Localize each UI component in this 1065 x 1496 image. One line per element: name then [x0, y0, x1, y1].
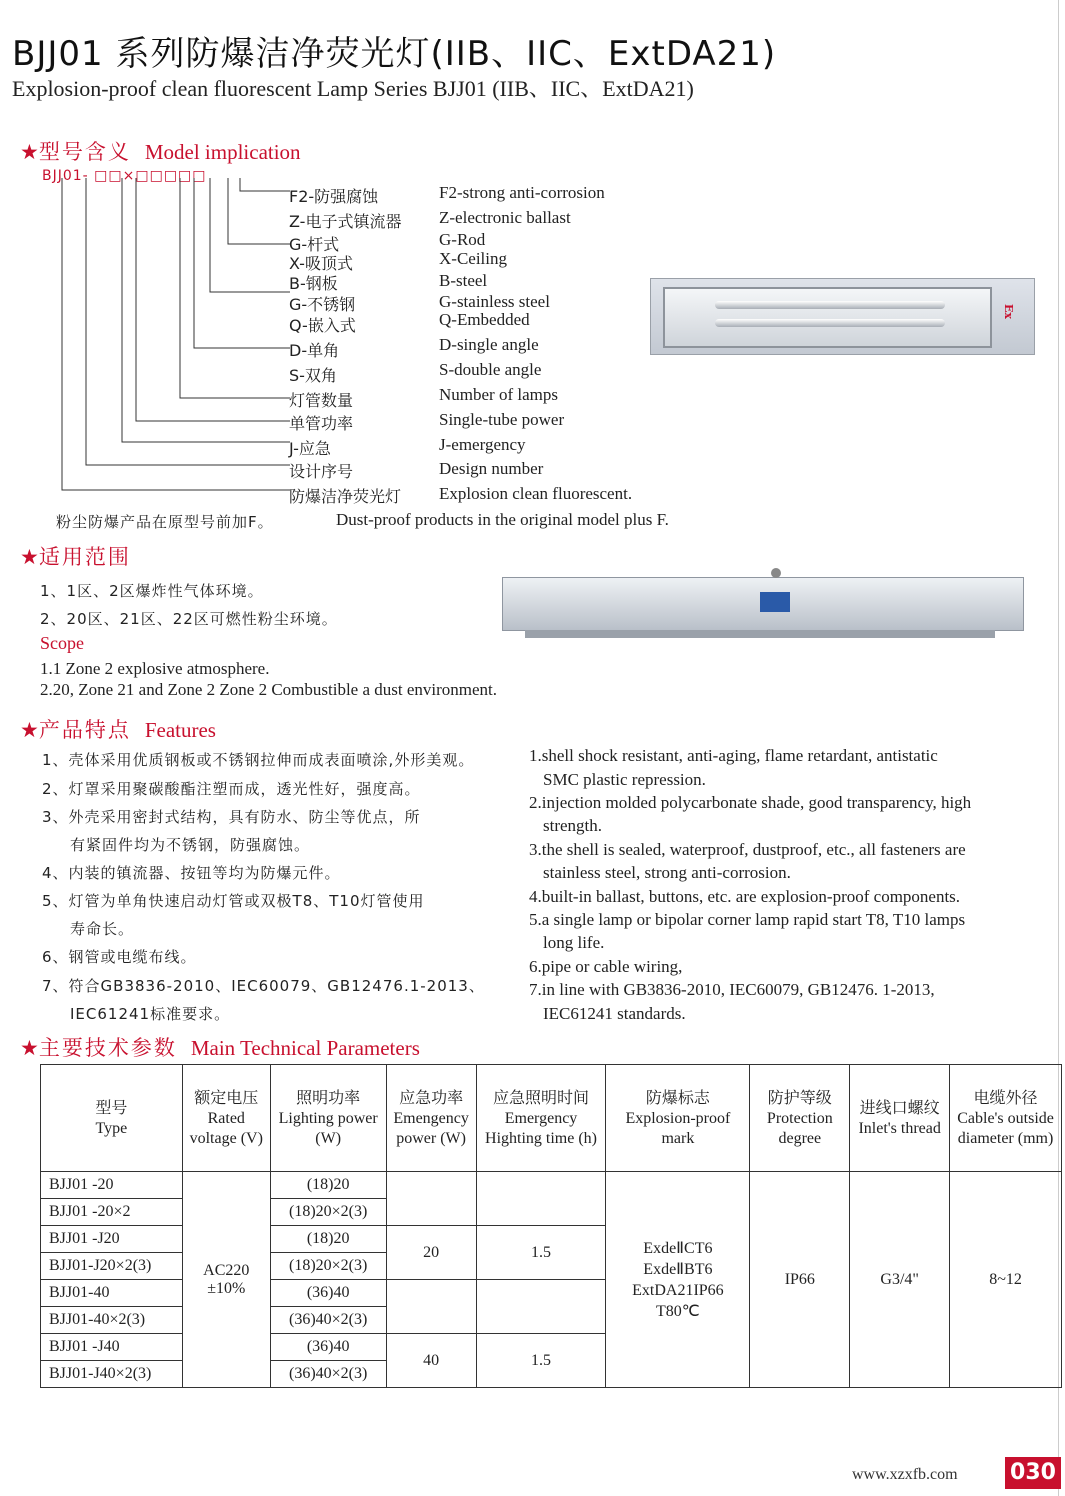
- header-cable: 电缆外径 Cable's outside diameter (mm): [950, 1065, 1062, 1172]
- scope-line-en: 2.20, Zone 21 and Zone 2 Zone 2 Combustible a dust environment.: [40, 680, 498, 699]
- scope-line-cn: 2、20区、21区、22区可燃性粉尘环境。: [40, 610, 338, 628]
- dust-note-en: Dust-proof products in the original model plus F.: [336, 510, 669, 529]
- protection-cell: IP66: [750, 1172, 850, 1388]
- feature-line-en: 3.the shell is sealed, waterproof, dustproof, etc., all fasteners are: [529, 840, 966, 859]
- model-code: BJJ01- □□×□□□□□: [42, 168, 207, 184]
- power-cell: (36)40: [270, 1334, 386, 1361]
- legend-en: S-double angle: [439, 360, 542, 379]
- legend-en: Design number: [439, 459, 544, 478]
- feature-line-en: 4.built-in ballast, buttons, etc. are explosion-proof components.: [529, 887, 961, 906]
- feature-line-en: strength.: [543, 816, 603, 835]
- page-subtitle: Explosion-proof clean fluorescent Lamp Series BJJ01 (IIB、IIC、ExtDA21): [12, 76, 694, 101]
- emergency-power-cell: [386, 1280, 476, 1334]
- type-cell: BJJ01-J40×2(3): [41, 1361, 183, 1388]
- feature-line-cn: 1、壳体采用优质钢板或不锈钢拉伸而成表面喷涂,外形美观。: [42, 751, 475, 769]
- legend-cn: F2-防强腐蚀: [289, 187, 379, 206]
- parameters-table: [40, 1064, 1062, 1388]
- model-heading: ★型号含义 Model implication: [20, 140, 301, 164]
- legend-en: Q-Embedded: [439, 310, 530, 329]
- features-heading: ★产品特点 Features: [20, 718, 216, 742]
- model-connector-lines: [40, 178, 290, 500]
- feature-line-cn: 4、内装的镇流器、按钮等均为防爆元件。: [42, 864, 341, 882]
- feature-line-en: 1.shell shock resistant, anti-aging, flame retardant, antistatic: [529, 746, 938, 765]
- legend-cn: G-杆式: [289, 235, 340, 254]
- scope-heading: ★适用范围: [20, 545, 131, 569]
- page-title: BJJ01 系列防爆洁净荧光灯(IIB、IIC、ExtDA21): [12, 34, 777, 74]
- star-icon: ★: [20, 140, 39, 164]
- power-cell: (36)40×2(3): [270, 1361, 386, 1388]
- feature-line-cn: 寿命长。: [70, 920, 135, 938]
- feature-line-en: 2.injection molded polycarbonate shade, good transparency, high: [529, 793, 972, 812]
- type-cell: BJJ01 -J20: [41, 1226, 183, 1253]
- voltage-cell: AC220 ±10%: [182, 1172, 270, 1388]
- emergency-time-cell: 1.5: [476, 1226, 606, 1280]
- type-cell: BJJ01-40: [41, 1280, 183, 1307]
- emergency-power-cell: 40: [386, 1334, 476, 1388]
- feature-line-cn: 3、外壳采用密封式结构，具有防水、防尘等优点，所: [42, 808, 421, 826]
- feature-line-en: 5.a single lamp or bipolar corner lamp rapid start T8, T10 lamps: [529, 910, 966, 929]
- emergency-power-cell: [386, 1172, 476, 1226]
- legend-en: X-Ceiling: [439, 249, 507, 268]
- feature-line-cn: IEC61241标准要求。: [70, 1005, 231, 1023]
- legend-cn: Q-嵌入式: [289, 316, 356, 335]
- lamp-product-image-side: [502, 577, 1024, 631]
- legend-en: G-Rod: [439, 230, 486, 249]
- table-header-row: [41, 1065, 1062, 1172]
- legend-cn: S-双角: [289, 366, 337, 385]
- power-cell: (18)20×2(3): [270, 1253, 386, 1280]
- emergency-power-cell: 20: [386, 1226, 476, 1280]
- scope-line-en: 1.1 Zone 2 explosive atmosphere.: [40, 659, 270, 678]
- params-heading: ★主要技术参数 Main Technical Parameters: [20, 1036, 420, 1060]
- power-cell: (36)40×2(3): [270, 1307, 386, 1334]
- legend-cn: 防爆洁净荧光灯: [289, 487, 402, 506]
- dust-note-cn: 粉尘防爆产品在原型号前加F。: [56, 513, 274, 531]
- feature-line-cn: 6、钢管或电缆布线。: [42, 948, 197, 966]
- feature-line-en: long life.: [543, 933, 605, 952]
- power-cell: (18)20: [270, 1172, 386, 1199]
- feature-line-cn: 有紧固件均为不锈钢，防强腐蚀。: [70, 836, 311, 854]
- lamp-product-image: Ex: [650, 278, 1035, 355]
- header-ex-mark: 防爆标志 Explosion-proof mark: [606, 1065, 750, 1172]
- feature-line-cn: 7、符合GB3836-2010、IEC60079、GB12476.1-2013、: [42, 977, 485, 995]
- legend-en: G-stainless steel: [439, 292, 550, 311]
- feature-line-en: 7.in line with GB3836-2010, IEC60079, GB12476. 1-2013,: [529, 980, 935, 999]
- feature-line-cn: 5、灯管为单角快速启动灯管或双极T8、T10灯管使用: [42, 892, 425, 910]
- legend-en: Number of lamps: [439, 385, 558, 404]
- emergency-time-cell: [476, 1172, 606, 1226]
- feature-line-en: SMC plastic repression.: [543, 770, 706, 789]
- star-icon: ★: [20, 1036, 39, 1060]
- type-cell: BJJ01 -20: [41, 1172, 183, 1199]
- cable-cell: 8~12: [950, 1172, 1062, 1388]
- header-protection: 防护等级 Protection degree: [750, 1065, 850, 1172]
- feature-line-cn: 2、灯罩采用聚碳酸酯注塑而成，透光性好，强度高。: [42, 780, 421, 798]
- footer-url[interactable]: www.xzxfb.com: [852, 1466, 958, 1483]
- feature-line-en: stainless steel, strong anti-corrosion.: [543, 863, 791, 882]
- legend-en: F2-strong anti-corrosion: [439, 183, 605, 202]
- legend-cn: D-单角: [289, 341, 340, 360]
- emergency-time-cell: 1.5: [476, 1334, 606, 1388]
- legend-en: D-single angle: [439, 335, 539, 354]
- type-cell: BJJ01 -J40: [41, 1334, 183, 1361]
- header-thread: 进线口螺纹 Inlet's thread: [850, 1065, 950, 1172]
- scope-heading-en: Scope: [40, 633, 84, 653]
- header-emergency-power: 应急功率 Emengency power (W): [386, 1065, 476, 1172]
- table-row: [41, 1172, 1062, 1199]
- legend-cn: 单管功率: [289, 414, 354, 433]
- type-cell: BJJ01-40×2(3): [41, 1307, 183, 1334]
- legend-cn: J-应急: [289, 439, 331, 458]
- star-icon: ★: [20, 545, 39, 569]
- feature-line-en: IEC61241 standards.: [543, 1004, 686, 1023]
- legend-en: Explosion clean fluorescent.: [439, 484, 633, 503]
- legend-en: Z-electronic ballast: [439, 208, 571, 227]
- legend-en: Single-tube power: [439, 410, 565, 429]
- page-number: 030: [1005, 1457, 1061, 1489]
- thread-cell: G3/4": [850, 1172, 950, 1388]
- power-cell: (36)40: [270, 1280, 386, 1307]
- type-cell: BJJ01 -20×2: [41, 1199, 183, 1226]
- ex-mark-cell: ExdeⅡCT6 ExdeⅡBT6 ExtDA21IP66 T80℃: [606, 1172, 750, 1388]
- legend-cn: G-不锈钢: [289, 295, 356, 314]
- header-voltage: 额定电压 Rated voltage (V): [182, 1065, 270, 1172]
- power-cell: (18)20×2(3): [270, 1199, 386, 1226]
- type-cell: BJJ01-J20×2(3): [41, 1253, 183, 1280]
- feature-line-en: 6.pipe or cable wiring,: [529, 957, 683, 976]
- legend-cn: 灯管数量: [289, 391, 354, 410]
- power-cell: (18)20: [270, 1226, 386, 1253]
- legend-en: B-steel: [439, 271, 488, 290]
- emergency-time-cell: [476, 1280, 606, 1334]
- scope-line-cn: 1、1区、2区爆炸性气体环境。: [40, 582, 264, 600]
- legend-cn: Z-电子式镇流器: [289, 212, 402, 231]
- legend-cn: B-钢板: [289, 274, 338, 293]
- legend-cn: X-吸顶式: [289, 254, 353, 273]
- legend-cn: 设计序号: [289, 462, 354, 481]
- star-icon: ★: [20, 718, 39, 742]
- header-type: 型号 Type: [41, 1065, 183, 1172]
- header-lighting-power: 照明功率 Lighting power (W): [270, 1065, 386, 1172]
- legend-en: J-emergency: [439, 435, 526, 454]
- header-emergency-time: 应急照明时间 Emergency Highting time (h): [476, 1065, 606, 1172]
